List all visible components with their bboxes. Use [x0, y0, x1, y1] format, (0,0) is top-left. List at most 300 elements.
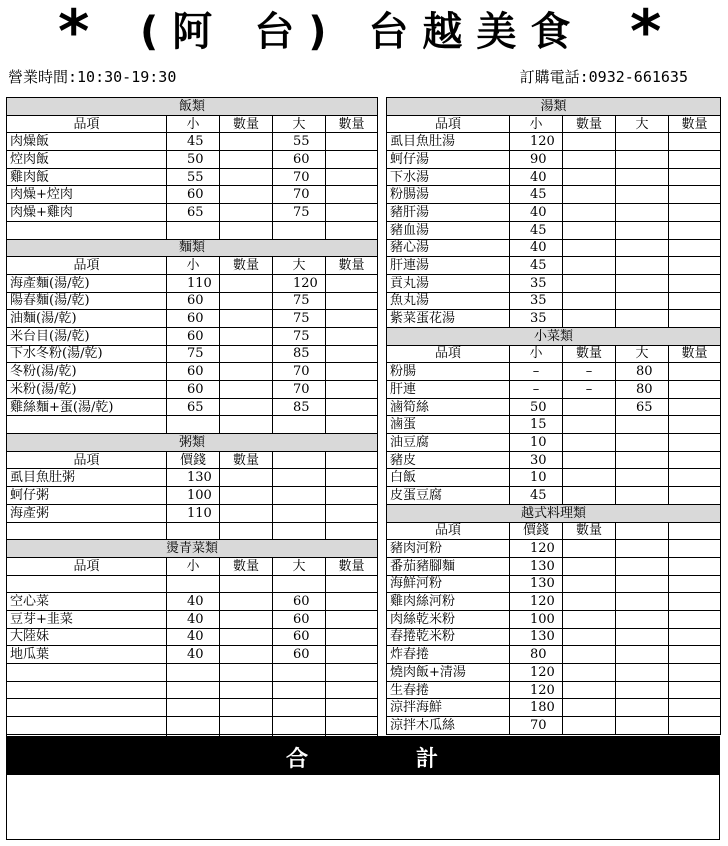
item-name: 空心菜: [7, 593, 167, 611]
quantity-cell[interactable]: –: [563, 363, 616, 381]
price-cell: 120: [510, 593, 563, 611]
quantity-cell[interactable]: [220, 469, 273, 487]
price-cell: 60: [273, 646, 326, 664]
price-cell: 65: [167, 204, 220, 222]
item-name: 蚵仔粥: [7, 487, 167, 505]
price-cell: 130: [510, 575, 563, 593]
quantity-cell[interactable]: [669, 398, 721, 416]
price-cell: 35: [510, 274, 563, 292]
price-cell: [326, 469, 378, 487]
column-header: 品項: [7, 451, 167, 469]
item-name: 豬肝湯: [387, 204, 510, 222]
price-cell: [616, 593, 669, 611]
price-cell: [273, 699, 326, 717]
price-cell: 75: [273, 292, 326, 310]
quantity-cell[interactable]: [326, 593, 378, 611]
column-header: 數量: [669, 115, 721, 133]
price-cell: 45: [510, 487, 563, 505]
item-name: 米粉(湯/乾): [7, 381, 167, 399]
quantity-cell[interactable]: [220, 345, 273, 363]
price-cell: 10: [510, 469, 563, 487]
quantity-cell[interactable]: [326, 133, 378, 151]
table-row: [7, 681, 378, 699]
quantity-cell[interactable]: [669, 204, 721, 222]
table-row: [7, 133, 378, 151]
price-cell: 130: [167, 469, 220, 487]
price-cell: [273, 504, 326, 522]
quantity-cell[interactable]: [326, 628, 378, 646]
quantity-cell[interactable]: [563, 681, 616, 699]
price-cell: 60: [167, 381, 220, 399]
section-title-viet: 越式料理類: [387, 504, 721, 522]
table-row: [7, 593, 378, 611]
table-row: [387, 398, 721, 416]
price-cell: [167, 575, 220, 593]
quantity-cell[interactable]: [326, 186, 378, 204]
quantity-cell[interactable]: [563, 239, 616, 257]
table-row: [387, 221, 721, 239]
price-cell: 75: [273, 327, 326, 345]
price-cell: [669, 575, 721, 593]
table-row: [387, 416, 721, 434]
price-cell: 50: [167, 151, 220, 169]
quantity-cell[interactable]: [326, 610, 378, 628]
item-name: 虱目魚肚湯: [387, 133, 510, 151]
column-header: [669, 522, 721, 540]
item-name: 白飯: [387, 469, 510, 487]
item-name: 生春捲: [387, 681, 510, 699]
price-cell: [167, 681, 220, 699]
item-name: 海產麵(湯/乾): [7, 274, 167, 292]
item-name: 滷蛋: [387, 416, 510, 434]
quantity-cell[interactable]: [326, 717, 378, 735]
price-cell: 90: [510, 151, 563, 169]
price-cell: [616, 646, 669, 664]
quantity-cell[interactable]: [220, 575, 273, 593]
table-row: [387, 434, 721, 452]
table-row: [387, 469, 721, 487]
quantity-cell[interactable]: [563, 416, 616, 434]
item-name: [7, 699, 167, 717]
item-name: 魚丸湯: [387, 292, 510, 310]
column-header: [326, 451, 378, 469]
quantity-cell[interactable]: [563, 646, 616, 664]
quantity-cell[interactable]: [563, 469, 616, 487]
price-cell: 10: [510, 434, 563, 452]
quantity-cell[interactable]: [326, 416, 378, 434]
column-header: 數量: [220, 557, 273, 575]
column-header: 數量: [563, 345, 616, 363]
quantity-cell[interactable]: [326, 327, 378, 345]
price-cell: [616, 434, 669, 452]
price-cell: [616, 310, 669, 328]
quantity-cell[interactable]: [326, 575, 378, 593]
price-cell: [669, 628, 721, 646]
quantity-cell[interactable]: [563, 151, 616, 169]
price-cell: [669, 593, 721, 611]
quantity-cell[interactable]: [220, 717, 273, 735]
table-row: [7, 292, 378, 310]
price-cell: [669, 540, 721, 558]
item-name: 豬心湯: [387, 239, 510, 257]
price-cell: [273, 487, 326, 505]
total-box[interactable]: [6, 774, 720, 840]
table-row: [387, 681, 721, 699]
column-header: 數量: [326, 115, 378, 133]
title-star-left: *: [58, 0, 90, 67]
quantity-cell[interactable]: [220, 186, 273, 204]
price-cell: [616, 469, 669, 487]
price-cell: 40: [510, 204, 563, 222]
quantity-cell[interactable]: [563, 186, 616, 204]
column-header: 大: [273, 115, 326, 133]
price-cell: 85: [273, 345, 326, 363]
quantity-cell[interactable]: [220, 363, 273, 381]
price-cell: [273, 717, 326, 735]
business-hours: 營業時間:10:30-19:30: [8, 68, 177, 86]
item-name: 肉絲乾米粉: [387, 610, 510, 628]
price-cell: 110: [167, 504, 220, 522]
table-row: [387, 699, 721, 717]
price-cell: 60: [167, 363, 220, 381]
column-header: 品項: [7, 557, 167, 575]
quantity-cell[interactable]: [220, 646, 273, 664]
table-row: [387, 628, 721, 646]
quantity-cell[interactable]: [563, 628, 616, 646]
price-cell: [616, 487, 669, 505]
price-cell: 60: [273, 151, 326, 169]
column-header: 價錢: [510, 522, 563, 540]
item-name: 豬血湯: [387, 221, 510, 239]
price-cell: 40: [167, 646, 220, 664]
quantity-cell[interactable]: [220, 168, 273, 186]
price-cell: [669, 664, 721, 682]
quantity-cell[interactable]: [326, 221, 378, 239]
title-star-right: *: [630, 0, 662, 67]
item-name: 炸春捲: [387, 646, 510, 664]
quantity-cell[interactable]: [326, 664, 378, 682]
price-cell: [616, 257, 669, 275]
price-cell: 75: [167, 345, 220, 363]
price-cell: [167, 221, 220, 239]
table-row: [7, 469, 378, 487]
price-cell: [669, 557, 721, 575]
quantity-cell[interactable]: [220, 699, 273, 717]
total-label-he: 合: [286, 747, 309, 772]
price-cell: [616, 186, 669, 204]
quantity-cell[interactable]: [563, 292, 616, 310]
table-row: [7, 504, 378, 522]
price-cell: [616, 540, 669, 558]
section-title-noodle: 麵類: [7, 239, 378, 257]
quantity-cell[interactable]: [563, 221, 616, 239]
price-cell: [616, 239, 669, 257]
quantity-cell[interactable]: [669, 292, 721, 310]
column-header: 數量: [563, 115, 616, 133]
quantity-cell[interactable]: [220, 327, 273, 345]
price-cell: [616, 451, 669, 469]
price-cell: [669, 681, 721, 699]
column-header: 數量: [220, 257, 273, 275]
price-cell: [616, 681, 669, 699]
price-cell: 85: [273, 398, 326, 416]
price-cell: [326, 504, 378, 522]
table-row: [387, 151, 721, 169]
table-row: [387, 664, 721, 682]
table-row: [387, 557, 721, 575]
table-row: [387, 593, 721, 611]
quantity-cell[interactable]: [220, 416, 273, 434]
quantity-cell[interactable]: [220, 628, 273, 646]
item-name: 肉燥+焢肉: [7, 186, 167, 204]
price-cell: [167, 699, 220, 717]
table-row: [387, 646, 721, 664]
quantity-cell[interactable]: [669, 434, 721, 452]
column-header: 品項: [387, 345, 510, 363]
item-name: [7, 221, 167, 239]
quantity-cell[interactable]: [669, 363, 721, 381]
quantity-cell[interactable]: [326, 151, 378, 169]
quantity-cell[interactable]: [669, 310, 721, 328]
quantity-cell[interactable]: [563, 168, 616, 186]
quantity-cell[interactable]: [563, 204, 616, 222]
table-row: [7, 310, 378, 328]
quantity-cell[interactable]: [220, 522, 273, 540]
column-header: 小: [510, 345, 563, 363]
price-cell: [273, 469, 326, 487]
quantity-cell[interactable]: [326, 168, 378, 186]
price-cell: [167, 416, 220, 434]
table-row: [7, 381, 378, 399]
item-name: 粉腸: [387, 363, 510, 381]
quantity-cell[interactable]: [563, 487, 616, 505]
total-label-ji: 計: [416, 747, 439, 772]
price-cell: [616, 416, 669, 434]
quantity-cell[interactable]: [669, 239, 721, 257]
quantity-cell[interactable]: [669, 186, 721, 204]
column-header: 大: [616, 345, 669, 363]
price-cell: [616, 717, 669, 735]
item-name: [7, 681, 167, 699]
price-cell: [167, 717, 220, 735]
price-cell: 70: [273, 363, 326, 381]
item-name: 豬皮: [387, 451, 510, 469]
item-name: 海鮮河粉: [387, 575, 510, 593]
price-cell: 60: [273, 628, 326, 646]
table-row: [387, 186, 721, 204]
item-name: 涼拌海鮮: [387, 699, 510, 717]
quantity-cell[interactable]: [563, 451, 616, 469]
quantity-cell[interactable]: [220, 681, 273, 699]
quantity-cell[interactable]: [669, 451, 721, 469]
price-cell: [616, 274, 669, 292]
quantity-cell[interactable]: –: [563, 381, 616, 399]
price-cell: [616, 168, 669, 186]
price-cell: 110: [167, 274, 220, 292]
price-cell: [616, 610, 669, 628]
column-header: 品項: [387, 115, 510, 133]
table-row: [387, 239, 721, 257]
quantity-cell[interactable]: [220, 593, 273, 611]
table-row: [7, 186, 378, 204]
quantity-cell[interactable]: [326, 681, 378, 699]
table-row: [7, 699, 378, 717]
table-row: [7, 717, 378, 735]
table-row: [7, 221, 378, 239]
quantity-cell[interactable]: [563, 274, 616, 292]
table-row: [7, 628, 378, 646]
price-cell: 130: [510, 628, 563, 646]
item-name: 皮蛋豆腐: [387, 487, 510, 505]
shop-title: [0, 0, 728, 67]
quantity-cell[interactable]: [220, 221, 273, 239]
item-name: [7, 416, 167, 434]
section-title-porridge: 粥類: [7, 434, 378, 452]
item-name: 陽春麵(湯/乾): [7, 292, 167, 310]
quantity-cell[interactable]: [326, 646, 378, 664]
quantity-cell[interactable]: [669, 133, 721, 151]
item-name: 滷筍絲: [387, 398, 510, 416]
quantity-cell[interactable]: [220, 151, 273, 169]
quantity-cell[interactable]: [563, 133, 616, 151]
quantity-cell[interactable]: [326, 381, 378, 399]
price-cell: 100: [510, 610, 563, 628]
quantity-cell[interactable]: [220, 133, 273, 151]
quantity-cell[interactable]: [220, 274, 273, 292]
quantity-cell[interactable]: [326, 398, 378, 416]
column-header: 品項: [387, 522, 510, 540]
table-row: [7, 204, 378, 222]
table-row: [387, 292, 721, 310]
table-row: [7, 575, 378, 593]
price-cell: [273, 664, 326, 682]
quantity-cell[interactable]: [220, 292, 273, 310]
price-cell: 60: [273, 610, 326, 628]
column-header: 大: [616, 115, 669, 133]
quantity-cell[interactable]: [326, 310, 378, 328]
price-cell: [273, 681, 326, 699]
quantity-cell[interactable]: [326, 274, 378, 292]
column-header: [616, 522, 669, 540]
quantity-cell[interactable]: [563, 434, 616, 452]
quantity-cell[interactable]: [220, 381, 273, 399]
quantity-cell[interactable]: [669, 381, 721, 399]
quantity-cell[interactable]: [669, 151, 721, 169]
column-header: 數量: [326, 557, 378, 575]
quantity-cell[interactable]: [669, 487, 721, 505]
column-header: 數量: [326, 257, 378, 275]
table-row: [7, 274, 378, 292]
column-header: 數量: [220, 451, 273, 469]
quantity-cell[interactable]: [326, 699, 378, 717]
price-cell: [616, 151, 669, 169]
quantity-cell[interactable]: [326, 292, 378, 310]
quantity-cell[interactable]: [563, 398, 616, 416]
order-phone: 訂購電話:0932-661635: [519, 68, 688, 86]
price-cell: 35: [510, 310, 563, 328]
item-name: 貢丸湯: [387, 274, 510, 292]
column-header: 價錢: [167, 451, 220, 469]
quantity-cell[interactable]: [563, 257, 616, 275]
item-name: 下水湯: [387, 168, 510, 186]
item-name: 油麵(湯/乾): [7, 310, 167, 328]
quantity-cell[interactable]: [220, 504, 273, 522]
quantity-cell[interactable]: [563, 593, 616, 611]
quantity-cell[interactable]: [220, 487, 273, 505]
column-header: 大: [273, 257, 326, 275]
price-cell: [669, 610, 721, 628]
quantity-cell[interactable]: [669, 274, 721, 292]
table-row: [7, 363, 378, 381]
quantity-cell[interactable]: [220, 664, 273, 682]
price-cell: 35: [510, 292, 563, 310]
table-row: [7, 168, 378, 186]
price-cell: 40: [167, 628, 220, 646]
price-cell: 70: [510, 717, 563, 735]
section-title-soup: 湯類: [387, 98, 721, 116]
table-row: [7, 487, 378, 505]
quantity-cell[interactable]: [220, 610, 273, 628]
table-row: [387, 610, 721, 628]
table-row: [387, 204, 721, 222]
quantity-cell[interactable]: [563, 610, 616, 628]
price-cell: 45: [510, 257, 563, 275]
price-cell: 40: [510, 239, 563, 257]
column-header: 大: [273, 557, 326, 575]
price-cell: [616, 221, 669, 239]
quantity-cell[interactable]: [563, 540, 616, 558]
quantity-cell[interactable]: [563, 717, 616, 735]
quantity-cell[interactable]: [669, 257, 721, 275]
quantity-cell[interactable]: [326, 363, 378, 381]
quantity-cell[interactable]: [326, 345, 378, 363]
quantity-cell[interactable]: [220, 204, 273, 222]
column-header: 品項: [7, 257, 167, 275]
price-cell: 120: [510, 681, 563, 699]
column-header: 小: [167, 257, 220, 275]
table-row: [387, 133, 721, 151]
quantity-cell[interactable]: [563, 310, 616, 328]
section-title-veg: 燙青菜類: [7, 540, 378, 558]
item-name: 焢肉飯: [7, 151, 167, 169]
price-cell: 50: [510, 398, 563, 416]
quantity-cell[interactable]: [220, 310, 273, 328]
quantity-cell[interactable]: [220, 398, 273, 416]
item-name: 豆芽+韭菜: [7, 610, 167, 628]
price-cell: [273, 575, 326, 593]
table-row: [7, 327, 378, 345]
price-cell: [669, 699, 721, 717]
quantity-cell[interactable]: [669, 221, 721, 239]
quantity-cell[interactable]: [326, 204, 378, 222]
column-header: 小: [167, 557, 220, 575]
quantity-cell[interactable]: [669, 416, 721, 434]
quantity-cell[interactable]: [669, 469, 721, 487]
price-cell: 120: [510, 664, 563, 682]
right-menu-table: [386, 97, 721, 735]
quantity-cell[interactable]: [563, 664, 616, 682]
quantity-cell[interactable]: [669, 168, 721, 186]
quantity-cell[interactable]: [563, 575, 616, 593]
price-cell: 60: [167, 327, 220, 345]
column-header: 品項: [7, 115, 167, 133]
shop-name: (阿 台) 台越美食: [140, 9, 585, 55]
quantity-cell[interactable]: [563, 699, 616, 717]
quantity-cell[interactable]: [563, 557, 616, 575]
item-name: 肝連湯: [387, 257, 510, 275]
price-cell: 130: [510, 557, 563, 575]
item-name: 肉燥飯: [7, 133, 167, 151]
